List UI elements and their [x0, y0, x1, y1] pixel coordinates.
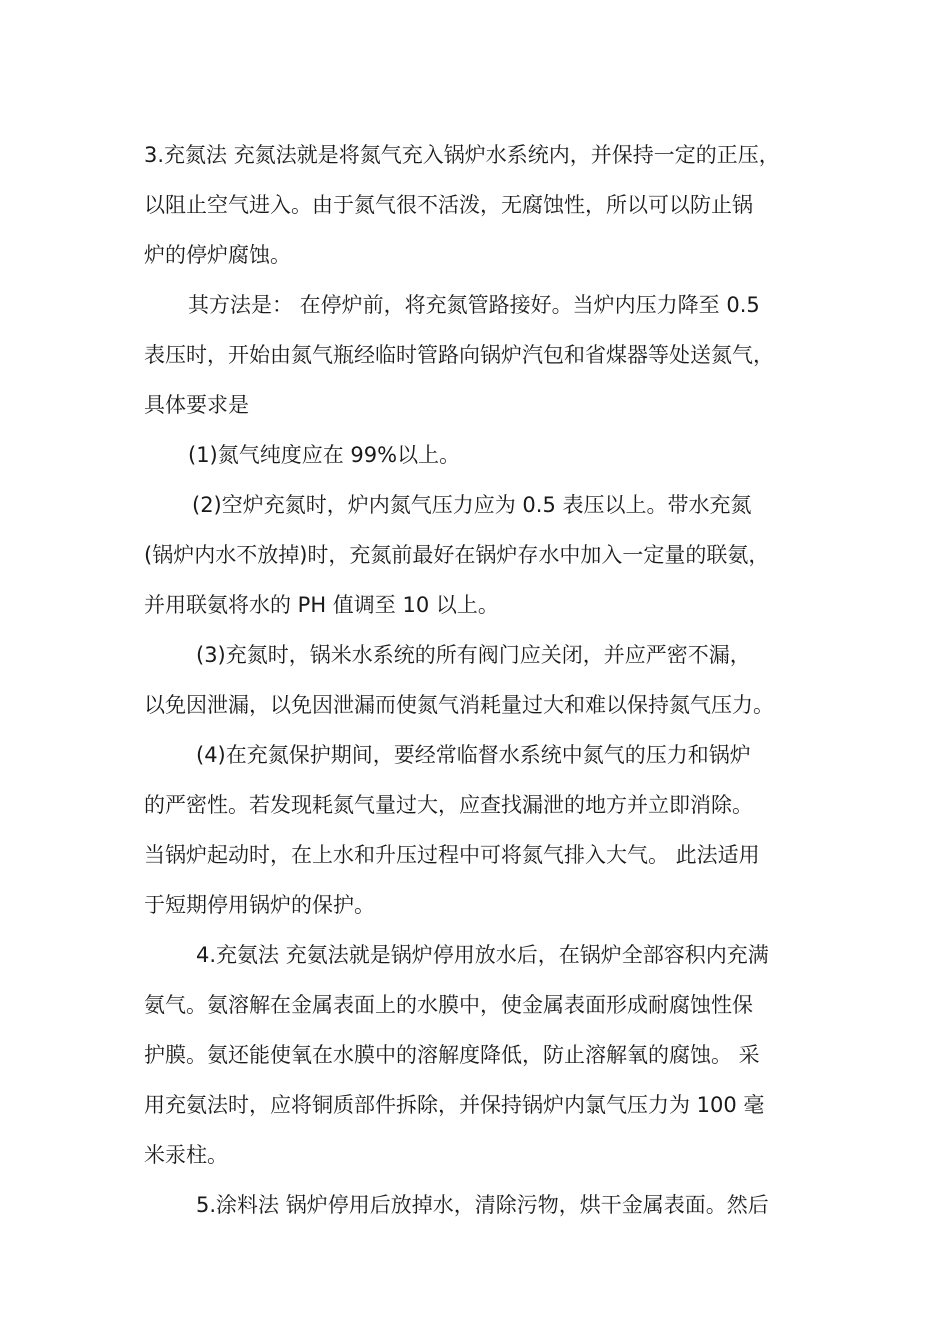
paragraph-line: 4.充氨法 充氨法就是锅炉停用放水后，在锅炉全部容积内充满: [196, 943, 769, 967]
paragraph-line: (锅炉内水不放掉)时，充氮前最好在锅炉存水中加入一定量的联氨，: [144, 543, 770, 567]
document-body: [144, 130, 814, 1230]
paragraph-line: 当锅炉起动时，在上水和升压过程中可将氮气排入大气。 此法适用: [144, 843, 760, 867]
paragraph-line: 其方法是： 在停炉前，将充氮管路接好。当炉内压力降至 0.5: [188, 293, 760, 317]
paragraph-line: 以阻止空气进入。由于氮气很不活泼，无腐蚀性，所以可以防止锅: [144, 193, 753, 217]
paragraph-line: 的严密性。若发现耗氮气量过大，应查找漏泄的地方并立即消除。: [144, 793, 753, 817]
paragraph-line: 用充氨法时，应将铜质部件拆除，并保持锅炉内氯气压力为 100 毫: [144, 1093, 765, 1117]
paragraph-line: 护膜。氨还能使氧在水膜中的溶解度降低，防止溶解氧的腐蚀。 采: [144, 1043, 760, 1067]
paragraph-line: (3)充氮时，锅米水系统的所有阀门应关闭，并应严密不漏，: [196, 643, 751, 667]
paragraph-line: 5.涂料法 锅炉停用后放掉水，清除污物，烘干金属表面。然后: [196, 1193, 769, 1217]
paragraph-line: 表压时，开始由氮气瓶经临时管路向锅炉汽包和省煤器等处送氮气，: [144, 343, 774, 367]
paragraph-line: 氨气。氨溶解在金属表面上的水膜中，使金属表面形成耐腐蚀性保: [144, 993, 753, 1017]
paragraph-line: 于短期停用锅炉的保护。: [144, 893, 375, 917]
paragraph-line: 以免因泄漏，以免因泄漏而使氮气消耗量过大和难以保持氮气压力。: [144, 693, 774, 717]
paragraph-line: 3.充氮法 充氮法就是将氮气充入锅炉水系统内，并保持一定的正压，: [144, 143, 780, 167]
paragraph-line: 米汞柱。: [144, 1143, 228, 1167]
paragraph-line: 具体要求是: [144, 393, 249, 417]
paragraph-line: 并用联氨将水的 PH 值调至 10 以上。: [144, 593, 499, 617]
paragraph-line: (2)空炉充氮时，炉内氮气压力应为 0.5 表压以上。带水充氮: [192, 493, 752, 517]
paragraph-line: (4)在充氮保护期间，要经常临督水系统中氮气的压力和锅炉: [196, 743, 751, 767]
paragraph-line: 炉的停炉腐蚀。: [144, 243, 291, 267]
paragraph-line: (1)氮气纯度应在 99%以上。: [188, 443, 461, 467]
